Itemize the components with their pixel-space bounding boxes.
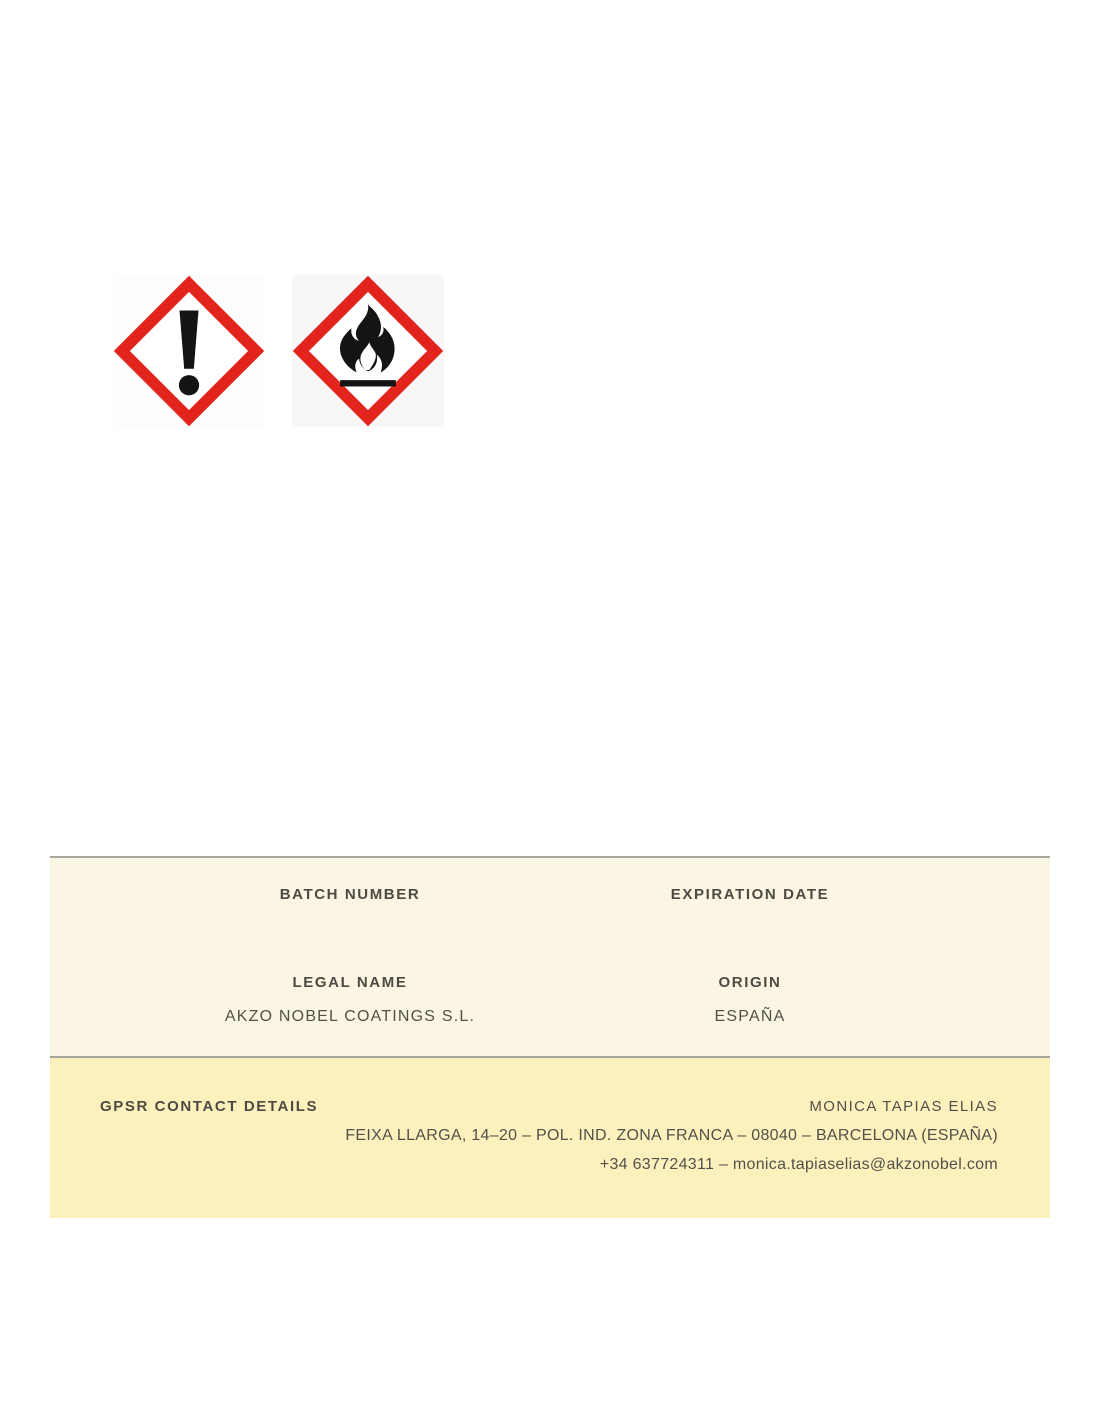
legal-name-value: AKZO NOBEL COATINGS S.L. <box>224 1008 476 1025</box>
legal-name-label: LEGAL NAME <box>292 974 408 991</box>
batch-number-label: BATCH NUMBER <box>279 886 421 903</box>
hazard-pictograms <box>113 275 444 427</box>
origin-label: ORIGIN <box>718 974 782 991</box>
flame-hazard-pictogram <box>292 275 444 427</box>
gpsr-contact-address: FEIXA LLARGA, 14–20 – POL. IND. ZONA FRANCA – 08040 – BARCELONA (ESPAÑA) <box>345 1127 998 1144</box>
origin-value: ESPAÑA <box>714 1008 786 1025</box>
field-origin <box>550 974 950 1030</box>
info-band <box>50 856 1050 1218</box>
product-info-section <box>50 856 1050 1058</box>
expiration-date-value <box>550 916 950 942</box>
gpsr-contact-section <box>50 1058 1050 1218</box>
field-batch-number <box>150 886 550 942</box>
gpsr-header-row <box>100 1098 998 1116</box>
exclamation-hazard-pictogram <box>113 275 265 427</box>
batch-number-value <box>150 916 550 942</box>
flame-hazard-icon <box>292 275 444 427</box>
exclamation-mark-hazard-icon <box>113 275 265 427</box>
field-legal-name <box>150 974 550 1030</box>
gpsr-contact-name: MONICA TAPIAS ELIAS <box>809 1098 998 1115</box>
expiration-date-label: EXPIRATION DATE <box>670 886 830 903</box>
field-expiration-date <box>550 886 950 942</box>
gpsr-contact-phone-email: +34 637724311 – monica.tapiaselias@akzonobel.com <box>599 1156 998 1173</box>
gpsr-contact-details-label: GPSR CONTACT DETAILS <box>100 1098 319 1115</box>
